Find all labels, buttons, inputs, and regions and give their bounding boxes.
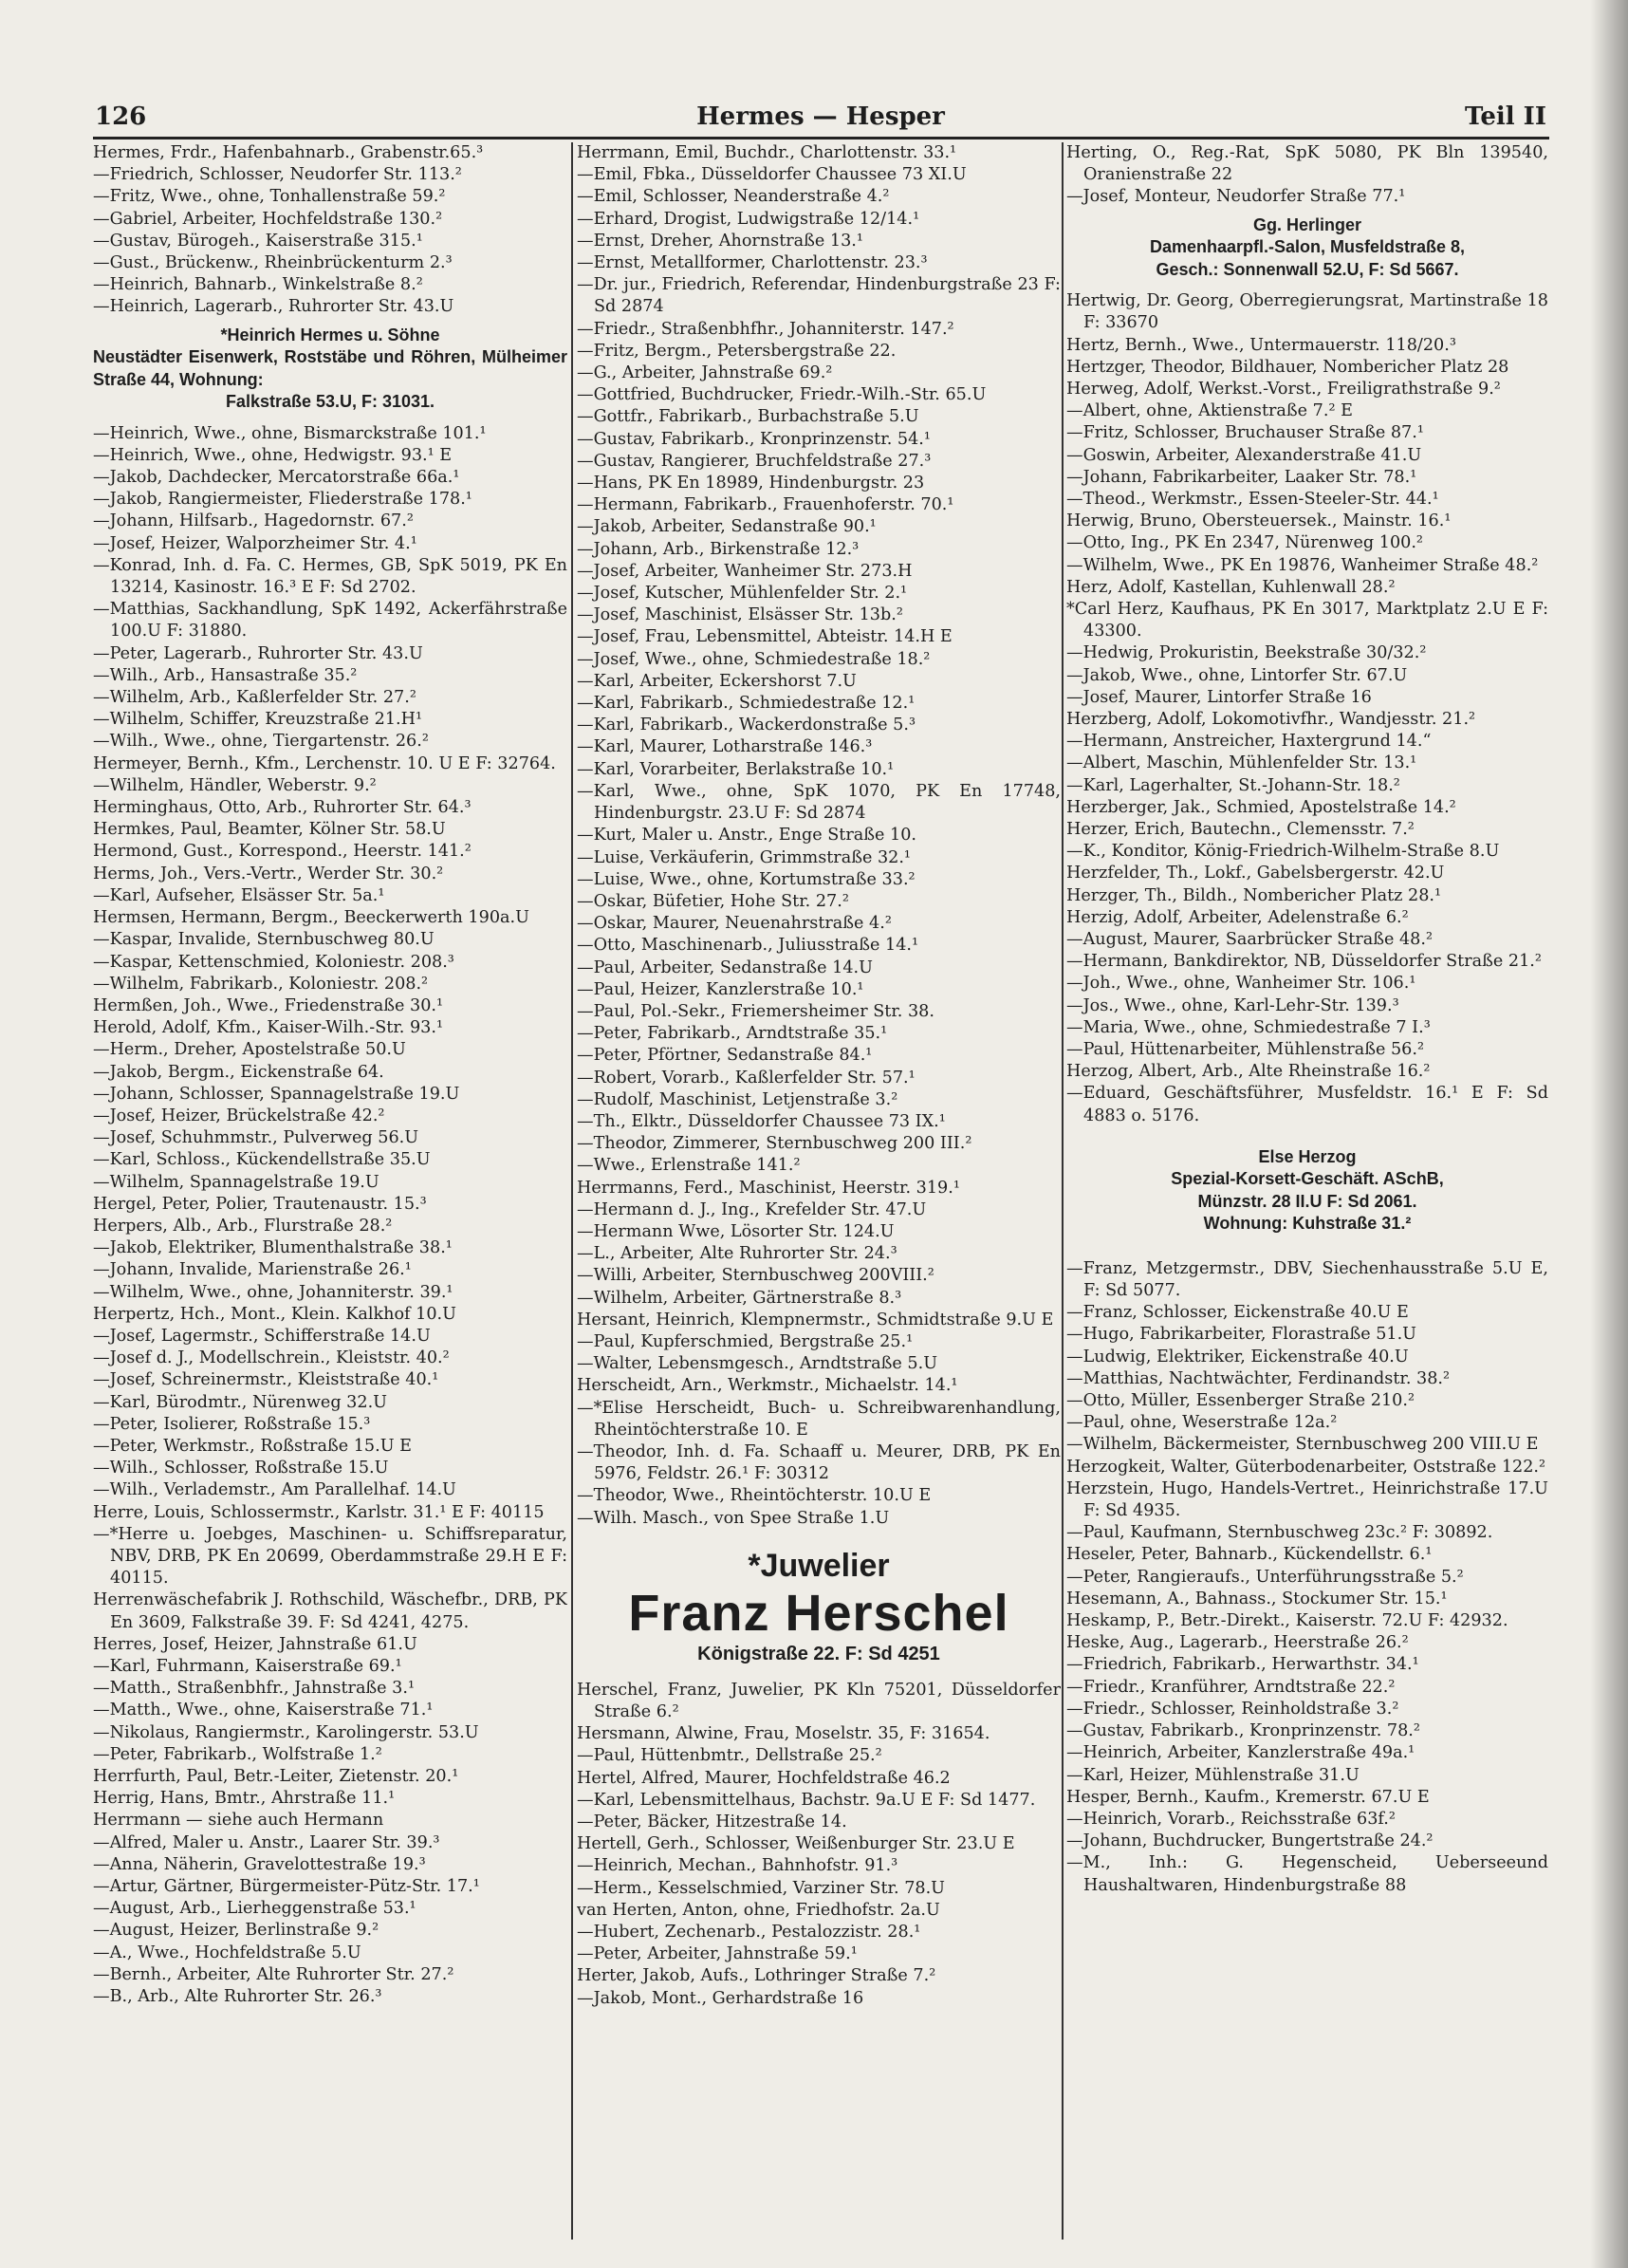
directory-entry: —B., Arb., Alte Ruhrorter Str. 26.³: [93, 1987, 382, 2007]
directory-entry: —Heinrich, Lagerarb., Ruhrorter Str. 43.U: [93, 297, 454, 317]
directory-entry: —Jakob, Elektriker, Blumenthalstraße 38.¹: [93, 1238, 453, 1258]
directory-entry: —Albert, Maschin, Mühlenfelder Str. 13.¹: [1066, 753, 1417, 773]
directory-entry: —Heinrich, Wwe., ohne, Bismarckstraße 101.¹: [93, 423, 487, 443]
directory-entry: Hermsen, Hermann, Bergm., Beeckerwerth 190a.U: [93, 908, 529, 928]
directory-entry: —Josef, Arbeiter, Wanheimer Str. 273.H: [577, 561, 913, 581]
directory-entry: —Karl, Wwe., ohne, SpK 1070, PK En 17748, Hindenburgstr. 23.U F: Sd 2874: [577, 781, 1061, 824]
directory-entry: Herweg, Adolf, Werkst.-Vorst., Freiligrathstraße 9.²: [1066, 379, 1501, 399]
directory-entry: Herzberg, Adolf, Lokomotivfhr., Wandjesstr. 21.²: [1066, 709, 1476, 729]
directory-entry: —Friedr., Schlosser, Reinholdstraße 3.²: [1066, 1699, 1399, 1719]
directory-entry: —Herm., Kesselschmied, Varziner Str. 78.U: [577, 1878, 946, 1898]
directory-entry: Herpertz, Hch., Mont., Klein. Kalkhof 10.U: [93, 1304, 456, 1324]
column-divider: [1062, 142, 1064, 2240]
directory-entry: —Peter, Rangieraufs., Unterführungsstraße 5.²: [1066, 1567, 1464, 1587]
ad-name: Gg. Herlinger: [1252, 214, 1362, 234]
directory-entry: —Gabriel, Arbeiter, Hochfeldstraße 130.²: [93, 209, 443, 229]
directory-entry: Herminghaus, Otto, Arb., Ruhrorter Str. 64.³: [93, 798, 472, 818]
ad-address: Königstraße 22. F: Sd 4251: [697, 1643, 940, 1664]
directory-entry: —Heinrich, Vorarb., Reichsstraße 63f.²: [1066, 1809, 1396, 1829]
directory-entry: —Wilhelm, Fabrikarb., Koloniestr. 208.²: [93, 974, 429, 994]
directory-entry: —Jakob, Wwe., ohne, Lintorfer Str. 67.U: [1066, 665, 1408, 685]
directory-entry: —Dr. jur., Friedrich, Referendar, Hindenburgstraße 23 F: Sd 2874: [577, 275, 1061, 317]
directory-entry: Herold, Adolf, Kfm., Kaiser-Wilh.-Str. 93.¹: [93, 1018, 444, 1038]
directory-entry: —Oskar, Büfetier, Hohe Str. 27.²: [577, 891, 849, 911]
directory-entry: —Johann, Buchdrucker, Bungertstraße 24.²: [1066, 1831, 1434, 1851]
directory-entry: —Heinrich, Mechan., Bahnhofstr. 91.³: [577, 1856, 898, 1876]
directory-entry: —L., Arbeiter, Alte Ruhrorter Str. 24.³: [577, 1244, 897, 1264]
entry-list: [1066, 290, 1548, 1127]
directory-entry: —Theodor, Inh. d. Fa. Schaaff u. Meurer, DRB, PK En 5976, Feldstr. 26.¹ F: 30312: [577, 1441, 1061, 1484]
directory-entry: —Bernh., Arbeiter, Alte Ruhrorter Str. 27.²: [93, 1964, 454, 1984]
directory-entry: —Hermann, Bankdirektor, NB, Düsseldorfer Straße 21.²: [1066, 952, 1542, 972]
directory-entry: —Josef, Schreinermstr., Kleiststraße 40.¹: [93, 1370, 439, 1390]
directory-entry: Herzog, Albert, Arb., Alte Rheinstraße 16.²: [1066, 1062, 1431, 1082]
directory-entry: —Anna, Näherin, Gravelottestraße 19.³: [93, 1854, 426, 1874]
directory-entry: —Josef, Lagermstr., Schifferstraße 14.U: [93, 1326, 431, 1346]
directory-entry: —Wwe., Erlenstraße 141.²: [577, 1156, 801, 1176]
entry-list: [93, 423, 567, 2009]
directory-entry: —Josef, Maschinist, Elsässer Str. 13b.²: [577, 605, 903, 625]
directory-entry: —Hugo, Fabrikarbeiter, Florastraße 51.U: [1066, 1325, 1417, 1345]
page-header: [95, 99, 1546, 137]
directory-entry: —Paul, Heizer, Kanzlerstraße 10.¹: [577, 979, 864, 999]
ad-address: Gesch.: Sonnenwall 52.U, F: Sd 5667.: [1156, 259, 1459, 279]
directory-entry: —Albert, ohne, Aktienstraße 7.² E: [1066, 401, 1353, 421]
ad-name: *Heinrich Hermes u. Söhne: [220, 325, 440, 344]
directory-entry: —Wilh., Arb., Hansastraße 35.²: [93, 665, 358, 685]
directory-entry: —Karl, Fabrikarb., Wackerdonstraße 5.³: [577, 716, 916, 735]
directory-entry: Herre, Louis, Schlossermstr., Karlstr. 31.¹ E F: 40115: [93, 1502, 545, 1522]
directory-entry: —Heinrich, Arbeiter, Kanzlerstraße 49a.¹: [1066, 1743, 1415, 1763]
directory-entry: —Gottfried, Buchdrucker, Friedr.-Wilh.-Str. 65.U: [577, 385, 987, 405]
directory-entry: —Gustav, Fabrikarb., Kronprinzenstr. 78.²: [1066, 1721, 1420, 1741]
entry-list: [577, 142, 1061, 1530]
directory-entry: —Karl, Schloss., Kückendellstraße 35.U: [93, 1150, 431, 1170]
directory-entry: —Gustav, Fabrikarb., Kronprinzenstr. 54.¹: [577, 429, 931, 449]
directory-entry: —Ernst, Dreher, Ahornstraße 13.¹: [577, 231, 863, 251]
directory-entry: —Peter, Pförtner, Sedanstraße 84.¹: [577, 1046, 873, 1066]
column-2: [577, 142, 1061, 2240]
directory-entry: Heske, Aug., Lagerarb., Heerstraße 26.²: [1066, 1633, 1409, 1653]
directory-entry: —Johann, Hilfsarb., Hagedornstr. 67.²: [93, 511, 414, 531]
directory-entry: —Kaspar, Invalide, Sternbuschweg 80.U: [93, 930, 435, 950]
directory-entry: —Ludwig, Elektriker, Eickenstraße 40.U: [1066, 1347, 1409, 1366]
spacer: [1066, 1127, 1548, 1141]
ad-name: Else Herzog: [1258, 1146, 1357, 1166]
directory-entry: —Theodor, Zimmerer, Sternbuschweg 200 III.²: [577, 1134, 972, 1154]
directory-entry: Herms, Joh., Vers.-Vertr., Werder Str. 30.²: [93, 864, 444, 883]
directory-entry: —Matthias, Sackhandlung, SpK 1492, Ackerfährstraße 100.U F: 31880.: [93, 600, 567, 641]
directory-entry: —Otto, Müller, Essenberger Straße 210.²: [1066, 1391, 1415, 1411]
column-1: [93, 142, 567, 2240]
directory-entry: Hermßen, Joh., Wwe., Friedenstraße 30.¹: [93, 995, 444, 1015]
directory-entry: —Hermann Wwe, Lösorter Str. 124.U: [577, 1221, 895, 1241]
directory-entry: —Fritz, Bergm., Petersbergstraße 22.: [577, 341, 897, 361]
directory-entry: Hertel, Alfred, Maurer, Hochfeldstraße 46.2: [577, 1768, 951, 1788]
directory-entry: Heskamp, P., Betr.-Direkt., Kaiserstr. 72.U F: 42932.: [1066, 1611, 1508, 1631]
directory-entry: —Paul, ohne, Weserstraße 12a.²: [1066, 1413, 1338, 1433]
directory-entry: —Josef, Heizer, Brückelstraße 42.²: [93, 1106, 385, 1125]
directory-entry: —Jakob, Mont., Gerhardstraße 16: [577, 1988, 864, 2008]
directory-entry: —Maria, Wwe., ohne, Schmiedestraße 7 I.³: [1066, 1017, 1431, 1037]
directory-entry: —Wilhelm, Spannagelstraße 19.U: [93, 1172, 379, 1192]
entry-list: [93, 142, 567, 319]
directory-entry: —Peter, Bäcker, Hitzestraße 14.: [577, 1813, 847, 1832]
directory-entry: Hermes, Frdr., Hafenbahnarb., Grabenstr.65.³: [93, 143, 484, 162]
directory-entry: Heseler, Peter, Bahnarb., Kückendellstr. 6.¹: [1066, 1545, 1433, 1565]
directory-entry: Hertell, Gerh., Schlosser, Weißenburger Str. 23.U E: [577, 1834, 1015, 1854]
directory-entry: Hermond, Gust., Korrespond., Heerstr. 141.²: [93, 842, 472, 862]
directory-entry: —Wilhelm, Schiffer, Kreuzstraße 21.H¹: [93, 710, 422, 730]
directory-entry: —Luise, Verkäuferin, Grimmstraße 32.¹: [577, 847, 911, 867]
directory-entry: —Gustav, Bürogeh., Kaiserstraße 315.¹: [93, 231, 423, 251]
directory-entry: —Hedwig, Prokuristin, Beekstraße 30/32.²: [1066, 643, 1427, 663]
directory-entry: —Friedrich, Fabrikarb., Herwarthstr. 34.¹: [1066, 1655, 1419, 1675]
directory-entry: —Heinrich, Bahnarb., Winkelstraße 8.²: [93, 275, 423, 295]
directory-entry: —Josef, Monteur, Neudorfer Straße 77.¹: [1066, 187, 1406, 207]
directory-entry: Herzberger, Jak., Schmied, Apostelstraße 14.²: [1066, 797, 1456, 817]
directory-entry: van Herten, Anton, ohne, Friedhofstr. 2a.U: [577, 1900, 940, 1920]
directory-entry: —Johann, Schlosser, Spannagelstraße 19.U: [93, 1084, 460, 1104]
directory-entry: —Eduard, Geschäftsführer, Musfeldstr. 16.¹ E F: Sd 4883 o. 5176.: [1066, 1084, 1548, 1125]
directory-entry: —Heinrich, Wwe., ohne, Hedwigstr. 93.¹ E: [93, 445, 453, 465]
directory-entry: —Robert, Vorarb., Kaßlerfelder Str. 57.¹: [577, 1068, 916, 1088]
running-title: Hermes — Hesper: [696, 102, 945, 131]
directory-entry: —August, Maurer, Saarbrücker Straße 48.²: [1066, 930, 1434, 949]
directory-entry: —Oskar, Maurer, Neuenahrstraße 4.²: [577, 914, 892, 934]
directory-entry: Herrmann, Emil, Buchdr., Charlottenstr. 33.¹: [577, 143, 957, 162]
ad-text: Spezial-Korsett-Geschäft. ASchB,: [1171, 1169, 1444, 1189]
directory-entry: —Jakob, Arbeiter, Sedanstraße 90.¹: [577, 517, 877, 537]
directory-entry: —Josef d. J., Modellschrein., Kleiststr. 40.²: [93, 1348, 450, 1368]
directory-entry: Herting, O., Reg.-Rat, SpK 5080, PK Bln 139540, Oranienstraße 22: [1066, 143, 1548, 185]
directory-entry: —Wilh. Masch., von Spee Straße 1.U: [577, 1508, 890, 1528]
directory-entry: —Peter, Lagerarb., Ruhrorter Str. 43.U: [93, 643, 423, 663]
directory-entry: —Joh., Wwe., ohne, Wanheimer Str. 106.¹: [1066, 974, 1416, 994]
directory-entry: Herrmann — siehe auch Hermann: [93, 1811, 384, 1831]
entry-list: [577, 1680, 1061, 2010]
directory-entry: —Erhard, Drogist, Ludwigstraße 12/14.¹: [577, 209, 920, 229]
directory-entry: —Johann, Invalide, Marienstraße 26.¹: [93, 1260, 412, 1280]
directory-entry: Hesemann, A., Bahnass., Stockumer Str. 15.¹: [1066, 1589, 1448, 1608]
directory-entry: —Johann, Fabrikarbeiter, Laaker Str. 78.¹: [1066, 467, 1417, 487]
directory-entry: —Rudolf, Maschinist, Letjenstraße 3.²: [577, 1089, 898, 1109]
directory-entry: —A., Wwe., Hochfeldstraße 5.U: [93, 1943, 361, 1962]
directory-entry: —Karl, Bürodmtr., Nürenweg 32.U: [93, 1392, 387, 1412]
directory-entry: —Paul, Kupferschmied, Bergstraße 25.¹: [577, 1331, 914, 1351]
directory-entry: —Peter, Isolierer, Roßstraße 15.³: [93, 1414, 371, 1434]
directory-entry: —Fritz, Schlosser, Bruchauser Straße 87.¹: [1066, 423, 1424, 443]
ad-category: *Juwelier: [748, 1547, 890, 1584]
directory-entry: Hesper, Bernh., Kaufm., Kremerstr. 67.U E: [1066, 1787, 1430, 1807]
directory-entry: —Kurt, Maler u. Anstr., Enge Straße 10.: [577, 826, 916, 846]
directory-entry: —Paul, Pol.-Sekr., Friemersheimer Str. 38.: [577, 1001, 934, 1021]
directory-entry: —Alfred, Maler u. Anstr., Laarer Str. 39.³: [93, 1832, 440, 1852]
directory-entry: —K., Konditor, König-Friedrich-Wilhelm-Straße 8.U: [1066, 842, 1500, 862]
directory-entry: —Jakob, Dachdecker, Mercatorstraße 66a.¹: [93, 468, 460, 488]
directory-entry: —Karl, Lagerhalter, St.-Johann-Str. 18.²: [1066, 775, 1400, 795]
directory-entry: —Emil, Schlosser, Neanderstraße 4.²: [577, 187, 890, 207]
directory-entry: Hersmann, Alwine, Frau, Moselstr. 35, F: 31654.: [577, 1724, 990, 1744]
directory-entry: —August, Arb., Lierheggenstraße 53.¹: [93, 1899, 416, 1919]
directory-entry: Herrig, Hans, Bmtr., Ahrstraße 11.¹: [93, 1789, 396, 1809]
directory-entry: —Matthias, Nachtwächter, Ferdinandstr. 38.²: [1066, 1368, 1451, 1388]
directory-entry: Herres, Josef, Heizer, Jahnstraße 61.U: [93, 1634, 417, 1654]
directory-entry: —Wilhelm, Wwe., PK En 19876, Wanheimer Straße 48.²: [1066, 555, 1539, 575]
directory-entry: —Walter, Lebensmgesch., Arndtstraße 5.U: [577, 1354, 938, 1374]
directory-entry: —Wilhelm, Bäckermeister, Sternbuschweg 200 VIII.U E: [1066, 1435, 1539, 1455]
directory-entry: Herrenwäschefabrik J. Rothschild, Wäschefbr., DRB, PK En 3609, Falkstraße 39. F: Sd 4241, 4275.: [93, 1590, 567, 1632]
directory-entry: —Ernst, Metallformer, Charlottenstr. 23.³: [577, 253, 928, 273]
directory-entry: Herpers, Alb., Arb., Flurstraße 28.²: [93, 1216, 393, 1236]
directory-entry: —Peter, Arbeiter, Jahnstraße 59.¹: [577, 1944, 858, 1964]
directory-entry: —Wilh., Schlosser, Roßstraße 15.U: [93, 1459, 389, 1478]
directory-entry: —Josef, Heizer, Walporzheimer Str. 4.¹: [93, 533, 417, 553]
header-rule: [93, 137, 1549, 139]
directory-entry: Hertz, Bernh., Wwe., Untermauerstr. 118/20.³: [1066, 335, 1456, 355]
advertisement-herzog: [1066, 1146, 1548, 1236]
directory-entry: —Josef, Maurer, Lintorfer Straße 16: [1066, 687, 1372, 707]
ad-text: Damenhaarpfl.-Salon, Musfeldstraße 8,: [1149, 237, 1466, 257]
ad-text: Neustädter Eisenwerk, Roststäbe und Röhren, Mülheimer Straße 44, Wohnung:: [93, 347, 567, 389]
directory-entry: —Otto, Maschinenarb., Juliusstraße 14.¹: [577, 936, 919, 956]
directory-entry: —Willi, Arbeiter, Sternbuschweg 200VIII.²: [577, 1266, 934, 1286]
column-3: [1066, 142, 1548, 2240]
directory-entry: Hermeyer, Bernh., Kfm., Lerchenstr. 10. U E F: 32764.: [93, 753, 556, 773]
column-divider: [571, 142, 573, 2240]
directory-entry: —Franz, Metzgermstr., DBV, Siechenhausstraße 5.U E, F: Sd 5077.: [1066, 1258, 1548, 1301]
directory-entry: —Jakob, Bergm., Eickenstraße 64.: [93, 1062, 384, 1082]
directory-entry: —Karl, Arbeiter, Eckershorst 7.U: [577, 671, 857, 691]
directory-entry: Herschel, Franz, Juwelier, PK Kln 75201, Düsseldorfer Straße 6.²: [577, 1680, 1061, 1721]
directory-entry: —Gottfr., Fabrikarb., Burbachstraße 5.U: [577, 407, 919, 427]
directory-entry: Hersant, Heinrich, Klempnermstr., Schmidtstraße 9.U E: [577, 1310, 1054, 1329]
directory-entry: —Karl, Fabrikarb., Schmiedestraße 12.¹: [577, 694, 916, 714]
directory-entry: —*Elise Herscheidt, Buch- u. Schreibwarenhandlung, Rheintöchterstraße 10. E: [577, 1398, 1061, 1440]
directory-entry: *Carl Herz, Kaufhaus, PK En 3017, Marktplatz 2.U E F: 43300.: [1066, 599, 1548, 641]
directory-entry: Herscheidt, Arn., Werkmstr., Michaelstr. 14.¹: [577, 1376, 958, 1396]
directory-entry: —Peter, Fabrikarb., Arndtstraße 35.¹: [577, 1024, 888, 1044]
directory-entry: —Wilhelm, Arb., Kaßlerfelder Str. 27.²: [93, 688, 416, 708]
directory-entry: —Josef, Wwe., ohne, Schmiedestraße 18.²: [577, 649, 931, 669]
part-label: Teil II: [1464, 102, 1546, 131]
directory-entry: Herzogkeit, Walter, Güterbodenarbeiter, Oststraße 122.²: [1066, 1457, 1546, 1477]
directory-entry: —Theod., Werkmstr., Essen-Steeler-Str. 44.¹: [1066, 489, 1439, 509]
directory-entry: Herzstein, Hugo, Handels-Vertret., Heinrichstraße 17.U F: Sd 4935.: [1066, 1478, 1548, 1521]
directory-entry: —Nikolaus, Rangiermstr., Karolingerstr. 53.U: [93, 1722, 479, 1742]
directory-entry: —Gustav, Rangierer, Bruchfeldstraße 27.³: [577, 451, 932, 471]
directory-entry: —Paul, Kaufmann, Sternbuschweg 23c.² F: 30892.: [1066, 1523, 1493, 1543]
entry-list: [1066, 142, 1548, 209]
directory-entry: —Otto, Ing., PK En 2347, Nürenweg 100.²: [1066, 533, 1423, 553]
directory-entry: —Hermann d. J., Ing., Krefelder Str. 47.U: [577, 1199, 927, 1219]
directory-entry: Herwig, Bruno, Obersteuersek., Mainstr. 16.¹: [1066, 511, 1452, 531]
directory-entry: Herz, Adolf, Kastellan, Kuhlenwall 28.²: [1066, 577, 1396, 597]
directory-entry: —Hans, PK En 18989, Hindenburgstr. 23: [577, 474, 925, 493]
directory-entry: —Friedrich, Schlosser, Neudorfer Str. 113.²: [93, 165, 462, 185]
directory-entry: —Goswin, Arbeiter, Alexanderstraße 41.U: [1066, 445, 1422, 465]
directory-entry: —Karl, Vorarbeiter, Berlakstraße 10.¹: [577, 759, 895, 779]
directory-entry: —Wilh., Wwe., ohne, Tiergartenstr. 26.²: [93, 732, 429, 752]
directory-entry: —Johann, Arb., Birkenstraße 12.³: [577, 539, 860, 559]
directory-entry: Hertwig, Dr. Georg, Oberregierungsrat, Martinstraße 18 F: 33670: [1066, 291, 1548, 333]
directory-entry: —Konrad, Inh. d. Fa. C. Hermes, GB, SpK 5019, PK En 13214, Kasinostr. 16.³ E F: Sd 2702.: [93, 555, 567, 598]
directory-entry: —Karl, Aufseher, Elsässer Str. 5a.¹: [93, 885, 385, 905]
directory-entry: —Karl, Lebensmittelhaus, Bachstr. 9a.U E F: Sd 1477.: [577, 1790, 1036, 1810]
directory-entry: —Jos., Wwe., ohne, Karl-Lehr-Str. 139.³: [1066, 995, 1399, 1015]
advertisement-herlinger: [1066, 214, 1548, 282]
directory-entry: Herzig, Adolf, Arbeiter, Adelenstraße 6.²: [1066, 907, 1409, 927]
directory-entry: —Th., Elktr., Düsseldorfer Chaussee 73 IX.¹: [577, 1111, 946, 1131]
ad-address: Falkstraße 53.U, F: 31031.: [225, 392, 435, 412]
directory-entry: —Wilhelm, Arbeiter, Gärtnerstraße 8.³: [577, 1288, 902, 1308]
directory-entry: —Hermann, Fabrikarb., Frauenhoferstr. 70.¹: [577, 495, 954, 515]
directory-entry: —Wilhelm, Händler, Weberstr. 9.²: [93, 775, 377, 795]
directory-entry: —Friedr., Kranführer, Arndtstraße 22.²: [1066, 1677, 1396, 1697]
directory-entry: Herrmanns, Ferd., Maschinist, Heerstr. 319.¹: [577, 1178, 960, 1198]
directory-entry: —Karl, Heizer, Mühlenstraße 31.U: [1066, 1765, 1360, 1785]
directory-entry: Herrfurth, Paul, Betr.-Leiter, Zietenstr. 20.¹: [93, 1767, 459, 1787]
directory-entry: —Emil, Fbka., Düsseldorfer Chaussee 73 XI.U: [577, 165, 967, 185]
directory-entry: —Fritz, Wwe., ohne, Tonhallenstraße 59.²: [93, 187, 446, 207]
ad-address: Münzstr. 28 II.U F: Sd 2061.: [1197, 1191, 1417, 1211]
ad-name: Franz Herschel: [628, 1584, 1009, 1642]
directory-entry: —Theodor, Wwe., Rheintöchterstr. 10.U E: [577, 1486, 932, 1506]
directory-entry: —Kaspar, Kettenschmied, Koloniestr. 208.³: [93, 952, 454, 972]
page-number: 126: [95, 102, 147, 131]
spacer: [1066, 1245, 1548, 1258]
directory-entry: Herzer, Erich, Bautechn., Clemensstr. 7.²: [1066, 819, 1415, 839]
advertisement-hermes: [93, 325, 567, 414]
directory-entry: —Karl, Maurer, Lotharstraße 146.³: [577, 737, 873, 757]
directory-entry: —Peter, Werkmstr., Roßstraße 15.U E: [93, 1436, 412, 1456]
directory-entry: —Wilhelm, Wwe., ohne, Johanniterstr. 39.¹: [93, 1282, 453, 1302]
directory-entry: —Hermann, Anstreicher, Haxtergrund 14.“: [1066, 732, 1432, 752]
directory-entry: —Josef, Kutscher, Mühlenfelder Str. 2.¹: [577, 584, 908, 604]
directory-entry: —Jakob, Rangiermeister, Fliederstraße 178.¹: [93, 490, 472, 510]
directory-entry: —Herm., Dreher, Apostelstraße 50.U: [93, 1040, 406, 1060]
directory-entry: —August, Heizer, Berlinstraße 9.²: [93, 1921, 379, 1941]
directory-entry: —Franz, Schlosser, Eickenstraße 40.U E: [1066, 1303, 1409, 1323]
directory-entry: —Hubert, Zechenarb., Pestalozzistr. 28.¹: [577, 1923, 921, 1943]
directory-entry: —Peter, Fabrikarb., Wolfstraße 1.²: [93, 1744, 382, 1764]
directory-entry: —Artur, Gärtner, Bürgermeister-Pütz-Str. 17.¹: [93, 1877, 480, 1897]
directory-entry: Herzfelder, Th., Lokf., Gabelsbergerstr. 42.U: [1066, 864, 1445, 883]
directory-entry: —Matth., Wwe., ohne, Kaiserstraße 71.¹: [93, 1701, 434, 1720]
directory-entry: Herter, Jakob, Aufs., Lothringer Straße 7.²: [577, 1966, 936, 1986]
directory-entry: —Paul, Hüttenarbeiter, Mühlenstraße 56.²: [1066, 1040, 1425, 1060]
directory-entry: —Friedr., Straßenbhfhr., Johanniterstr. 147.²: [577, 319, 954, 339]
directory-entry: Hertzger, Theodor, Bildhauer, Nombericher Platz 28: [1066, 357, 1509, 377]
directory-entry: —M., Inh.: G. Hegenscheid, Ueberseeund Haushaltwaren, Hindenburgstraße 88: [1066, 1853, 1548, 1895]
directory-entry: —Josef, Frau, Lebensmittel, Abteistr. 14.H E: [577, 627, 953, 647]
directory-entry: —Wilh., Verlademstr., Am Parallelhaf. 14.U: [93, 1480, 456, 1500]
directory-entry: —Paul, Arbeiter, Sedanstraße 14.U: [577, 957, 873, 977]
directory-entry: Hermkes, Paul, Beamter, Kölner Str. 58.U: [93, 820, 446, 840]
directory-entry: Hergel, Peter, Polier, Trautenaustr. 15.³: [93, 1194, 427, 1214]
directory-entry: —Paul, Hüttenbmtr., Dellstraße 25.²: [577, 1746, 882, 1766]
directory-entry: —Matth., Straßenbhfr., Jahnstraße 3.¹: [93, 1679, 416, 1699]
advertisement-juwelier: [577, 1547, 1061, 1666]
entry-list: [1066, 1258, 1548, 1897]
directory-entry: —Gust., Brückenw., Rheinbrückenturm 2.³: [93, 253, 453, 273]
directory-entry: —G., Arbeiter, Jahnstraße 69.²: [577, 363, 833, 383]
directory-entry: —Karl, Fuhrmann, Kaiserstraße 69.¹: [93, 1657, 402, 1676]
directory-entry: —Luise, Wwe., ohne, Kortumstraße 33.²: [577, 869, 916, 889]
directory-entry: Herzger, Th., Bildh., Nombericher Platz 28.¹: [1066, 885, 1442, 905]
ad-residence: Wohnung: Kuhstraße 31.²: [1203, 1214, 1412, 1234]
directory-entry: —Josef, Schuhmmstr., Pulverweg 56.U: [93, 1128, 419, 1148]
directory-entry: —*Herre u. Joebges, Maschinen- u. Schiffsreparatur, NBV, DRB, PK En 20699, Oberdammstraße 29.H E F: 40115.: [93, 1524, 567, 1589]
